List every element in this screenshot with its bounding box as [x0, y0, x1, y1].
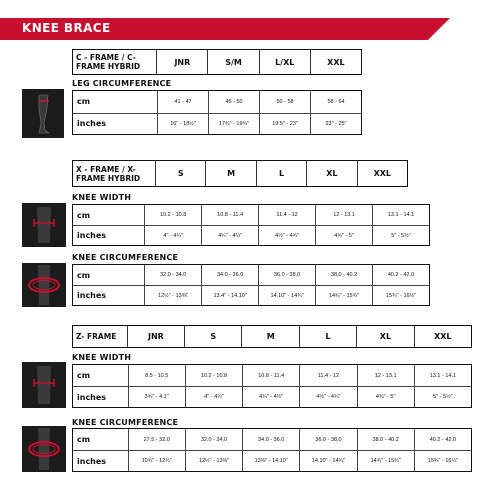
z-frame-header-size: XXL [414, 326, 471, 347]
x-frame-header-name: X - FRAME / X-FRAME HYBRID [76, 164, 141, 183]
table-cell: 14.10" - 14¾" [299, 451, 356, 471]
section-label: LEG CIRCUMFERENCE [72, 79, 172, 88]
table-cell: 32.0 - 34.0 [185, 429, 242, 450]
unit-label: cm [77, 210, 91, 220]
c-frame-header-size: JNR [156, 50, 207, 74]
table-cell: 4½" - 4¾" [299, 387, 356, 407]
x-frame-header-size: L [256, 161, 306, 186]
table-cell: 17¾" - 19¾" [208, 114, 259, 135]
knee-width-icon [22, 203, 66, 247]
table-cell: 5" - 5½" [414, 387, 471, 407]
table-cell: 5" - 5½" [372, 226, 429, 245]
table-cell: 14.10" - 14¾" [258, 286, 315, 305]
unit-label: cm [77, 371, 91, 380]
banner-tail [428, 18, 450, 40]
table-cell: 19.5" - 23" [259, 114, 310, 135]
table-cell: 11.4 - 12 [258, 205, 315, 225]
table-cell: 40.2 - 42.0 [372, 265, 429, 285]
c-frame-header-size: XXL [310, 50, 361, 74]
table-cell: 4¼" - 4½" [242, 387, 299, 407]
section-label: KNEE WIDTH [72, 193, 132, 202]
table-cell: 15¾" - 16½" [372, 286, 429, 305]
table-cell: 4¼" - 4½" [201, 226, 258, 245]
table-row [73, 91, 361, 113]
table-cell: 10.2 - 10.8 [185, 365, 242, 386]
table-cell: 14¾" - 15¾" [315, 286, 372, 305]
table-cell: 12½" - 13⅜" [144, 286, 201, 305]
table-cell: 41 - 47 [157, 91, 208, 113]
c-frame-header-size: S/M [207, 50, 258, 74]
table-cell: 34.0 - 36.0 [201, 265, 258, 285]
unit-label: inches [77, 119, 107, 129]
x-frame-knee-circumference-table [72, 264, 430, 306]
knee-circumference-icon [22, 426, 66, 472]
table-cell: 32.0 - 34.0 [144, 265, 201, 285]
table-cell: 4½" - 4¾" [258, 226, 315, 245]
table-cell: 10.2 - 10.8 [144, 205, 201, 225]
x-frame-header-size: XL [306, 161, 356, 186]
table-row [73, 113, 361, 135]
x-frame-header-size: M [205, 161, 255, 186]
table-cell: 36.0 - 38.0 [258, 265, 315, 285]
table-cell: 10.8 - 11.4 [242, 365, 299, 386]
table-cell: 4¾" - 5" [315, 226, 372, 245]
table-row [73, 429, 471, 450]
table-cell: 14¾" - 15¾" [357, 451, 414, 471]
table-cell: 13.4" - 14.10" [201, 286, 258, 305]
unit-label: cm [77, 435, 91, 444]
table-cell: 34.0 - 36.0 [242, 429, 299, 450]
unit-label: inches [77, 231, 107, 240]
table-row [73, 285, 429, 305]
table-row [73, 225, 429, 245]
table-cell: 13⅜" - 14.10" [242, 451, 299, 471]
table-cell: 16" - 18½" [157, 114, 208, 135]
z-frame-header-size: L [299, 326, 356, 347]
unit-label: cm [77, 97, 91, 107]
c-frame-header-name: C - FRAME / C-FRAME HYBRID [76, 53, 141, 71]
table-row [73, 386, 471, 407]
table-cell: 11.4 - 12 [299, 365, 356, 386]
x-frame-header-size: S [155, 161, 205, 186]
table-cell: 12½" - 13⅜" [185, 451, 242, 471]
table-cell: 38.0 - 40.2 [357, 429, 414, 450]
x-frame-header-size: XXL [357, 161, 407, 186]
table-cell: 12 - 13.1 [315, 205, 372, 225]
z-frame-knee-width-table [72, 364, 472, 408]
table-cell: 13.1 - 14.1 [372, 205, 429, 225]
c-frame-header-table [72, 49, 362, 75]
z-frame-header-size: JNR [127, 326, 184, 347]
section-label: KNEE CIRCUMFERENCE [72, 253, 179, 262]
z-frame-header-name: Z- FRAME [76, 332, 117, 341]
page-title: KNEE BRACE [22, 21, 111, 35]
leg-icon [22, 89, 64, 138]
c-frame-leg-table [72, 90, 362, 135]
table-cell: 4" - 4¼" [144, 226, 201, 245]
table-cell: 10.8 - 11.4 [201, 205, 258, 225]
table-cell: 58 - 64 [310, 91, 361, 113]
title-banner [0, 18, 500, 40]
table-cell: 13.1 - 14.1 [414, 365, 471, 386]
table-cell: 4" - 4¼" [185, 387, 242, 407]
table-cell: 36.0 - 38.0 [299, 429, 356, 450]
table-cell: 12 - 13.1 [357, 365, 414, 386]
unit-label: inches [77, 456, 107, 466]
section-label: KNEE CIRCUMFERENCE [72, 418, 179, 427]
z-frame-header-size: XL [356, 326, 413, 347]
table-cell: 8.5 - 10.5 [128, 365, 185, 386]
table-cell: 23" - 25" [310, 114, 361, 135]
table-cell: 45 - 50 [208, 91, 259, 113]
table-row [73, 365, 471, 386]
table-cell: 4¾" - 5" [357, 387, 414, 407]
table-row [73, 265, 429, 285]
x-frame-knee-width-table [72, 204, 430, 246]
table-cell: 50 - 58 [259, 91, 310, 113]
x-frame-header-table [72, 160, 408, 187]
table-cell: 15¾" - 16½" [414, 451, 471, 471]
z-frame-header-table [72, 325, 472, 348]
knee-circumference-icon [22, 263, 66, 307]
table-cell: 40.2 - 42.0 [414, 429, 471, 450]
z-frame-header-size: M [241, 326, 298, 347]
table-cell: 38.0 - 40.2 [315, 265, 372, 285]
c-frame-header-size: L/XL [259, 50, 310, 74]
table-cell: 3¾" - 4.1" [128, 387, 185, 407]
table-row [73, 450, 471, 471]
table-cell: 10¾" - 12½" [128, 451, 185, 471]
unit-label: inches [77, 291, 107, 300]
z-frame-header-size: S [184, 326, 241, 347]
table-cell: 27.5 - 32.0 [128, 429, 185, 450]
unit-label: inches [77, 392, 107, 402]
section-label: KNEE WIDTH [72, 353, 132, 362]
z-frame-knee-circumference-table [72, 428, 472, 472]
table-row [73, 205, 429, 225]
unit-label: cm [77, 270, 91, 280]
knee-width-icon [22, 362, 66, 408]
